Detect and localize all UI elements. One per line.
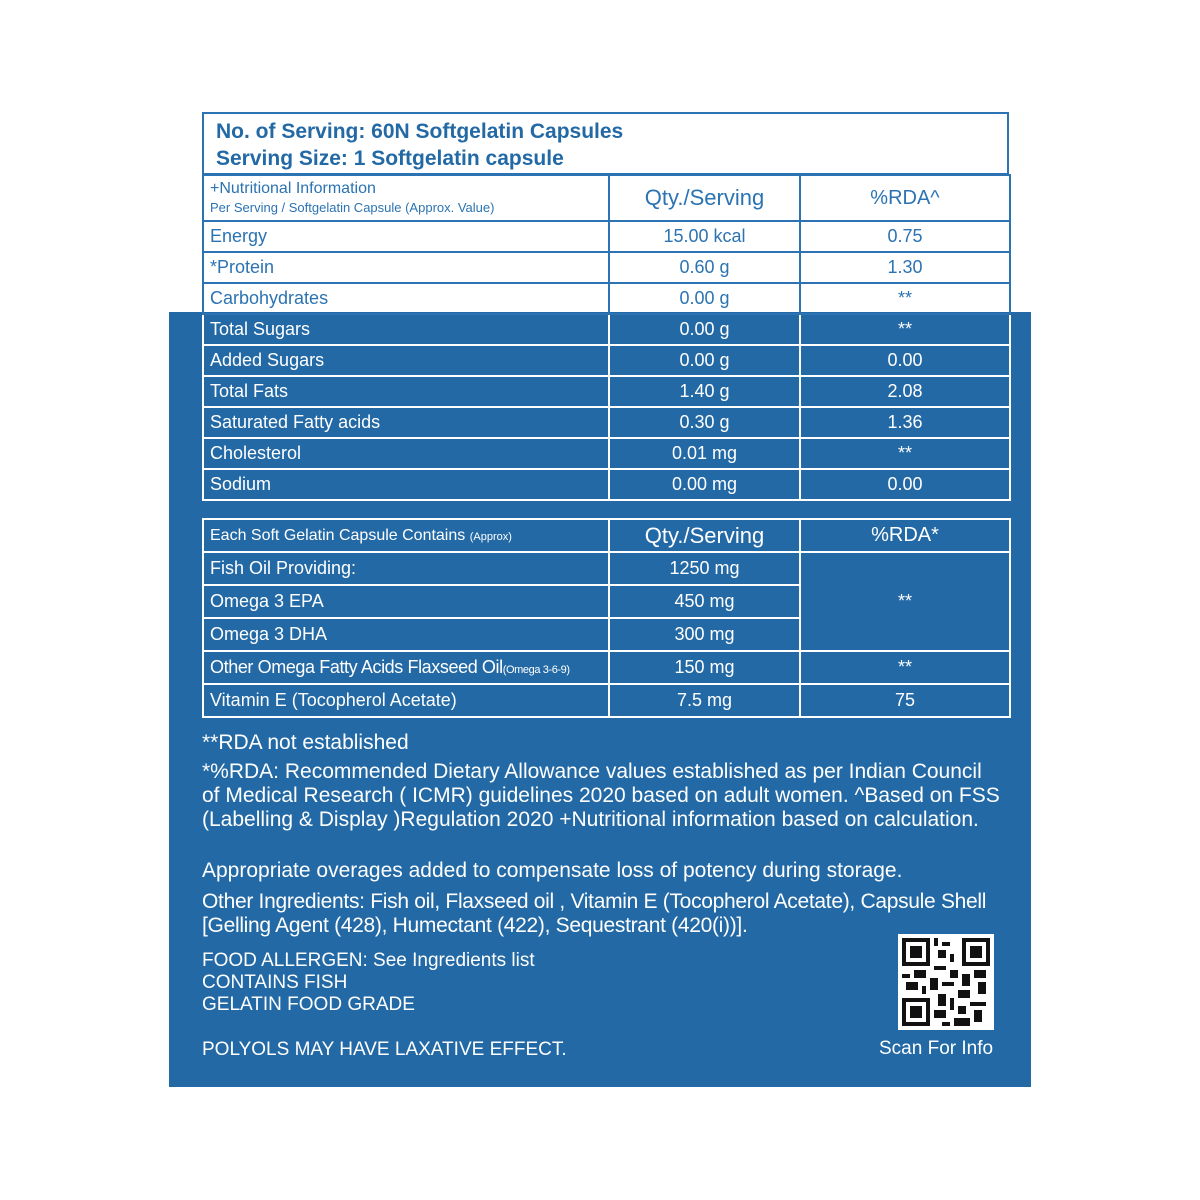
serving-header [202, 112, 1009, 175]
ingredient-rda: 75 [800, 684, 1010, 717]
contains-fish-line: CONTAINS FISH [202, 972, 348, 993]
ingredient-rda: ** [800, 552, 1010, 651]
ingredient-qty: 7.5 mg [609, 684, 800, 717]
nutrient-rda: 1.36 [800, 407, 1010, 438]
nutrient-name: Total Fats [203, 376, 609, 407]
nutrition-subtitle: Per Serving / Softgelatin Capsule (Approx. Value) [210, 200, 495, 215]
nutrition-table [202, 174, 1011, 501]
ingredient-qty: 150 mg [609, 651, 800, 684]
table-row [203, 651, 1010, 684]
nutrient-qty: 0.60 g [609, 252, 800, 283]
qty-header: Qty./Serving [609, 519, 800, 552]
nutrition-header-row [203, 175, 1010, 221]
nutrition-title: +Nutritional Information [210, 180, 376, 197]
nutrient-rda: 0.00 [800, 469, 1010, 500]
capsule-header-row [203, 519, 1010, 552]
nutrient-name: Energy [203, 221, 609, 252]
rda-header: %RDA^ [800, 175, 1010, 221]
nutrient-qty: 0.00 g [609, 345, 800, 376]
ingredient-name: Omega 3 DHA [203, 618, 609, 651]
nutrient-rda: ** [800, 314, 1010, 345]
rda-definition-note: *%RDA: Recommended Dietary Allowance values established as per Indian Council of Medical Research ( ICMR) guidelines 2020 based on adult women. ^Based on FSS (Labelling & Display )Regulation 2020 +Nutritional information based on calculation. [202, 760, 1000, 831]
overages-note: Appropriate overages added to compensate loss of potency during storage. [202, 859, 903, 882]
scan-for-info-label: Scan For Info [879, 1038, 994, 1059]
table-row [203, 221, 1010, 252]
ingredient-rda: ** [800, 651, 1010, 684]
ingredient-name: Fish Oil Providing: [203, 552, 609, 585]
ingredient-name-note: (Omega 3-6-9) [502, 664, 570, 676]
table-row [203, 252, 1010, 283]
rda-not-established-note: **RDA not established [202, 731, 409, 754]
capsule-title: Each Soft Gelatin Capsule Contains [210, 526, 466, 544]
capsule-contents-table [202, 518, 1011, 718]
gelatin-line: GELATIN FOOD GRADE [202, 994, 415, 1015]
ingredient-qty: 450 mg [609, 585, 800, 618]
nutrient-name: Sodium [203, 469, 609, 500]
nutrient-name: Cholesterol [203, 438, 609, 469]
table-row [203, 314, 1010, 345]
nutrient-name: Carbohydrates [203, 283, 609, 314]
rda-header: %RDA* [800, 519, 1010, 552]
table-row [203, 283, 1010, 314]
table-row [203, 345, 1010, 376]
nutrient-qty: 0.01 mg [609, 438, 800, 469]
table-row [203, 407, 1010, 438]
capsule-title-note: (Approx) [469, 530, 512, 543]
qr-code-graphic [898, 934, 994, 1030]
nutrient-rda: 0.00 [800, 345, 1010, 376]
table-row [203, 438, 1010, 469]
nutrition-title-cell [203, 175, 609, 221]
ingredient-name: Vitamin E (Tocopherol Acetate) [203, 684, 609, 717]
table-row [203, 552, 1010, 585]
nutrient-qty: 0.00 g [609, 314, 800, 345]
nutrient-qty: 15.00 kcal [609, 221, 800, 252]
nutrient-rda: 2.08 [800, 376, 1010, 407]
nutrient-name: Total Sugars [203, 314, 609, 345]
polyols-warning: POLYOLS MAY HAVE LAXATIVE EFFECT. [202, 1039, 567, 1060]
servings-count: No. of Serving: 60N Softgelatin Capsules [216, 120, 624, 143]
food-allergen-line: FOOD ALLERGEN: See Ingredients list [202, 950, 535, 971]
nutrient-rda: ** [800, 438, 1010, 469]
nutrient-name: *Protein [203, 252, 609, 283]
ingredient-name: Omega 3 EPA [203, 585, 609, 618]
qty-header: Qty./Serving [609, 175, 800, 221]
nutrient-name: Saturated Fatty acids [203, 407, 609, 438]
nutrient-rda: 1.30 [800, 252, 1010, 283]
nutrient-qty: 1.40 g [609, 376, 800, 407]
capsule-title-cell [203, 519, 609, 552]
table-row [203, 469, 1010, 500]
nutrient-qty: 0.30 g [609, 407, 800, 438]
nutrient-rda: ** [800, 283, 1010, 314]
serving-size: Serving Size: 1 Softgelatin capsule [216, 147, 564, 170]
nutrient-rda: 0.75 [800, 221, 1010, 252]
other-ingredients-note: Other Ingredients: Fish oil, Flaxseed oil , Vitamin E (Tocopherol Acetate), Capsule Shell [Gelling Agent (428), Humectant (422), Sequestrant (420(i))]. [202, 890, 987, 937]
nutrient-qty: 0.00 g [609, 283, 800, 314]
allergen-block [202, 950, 535, 1016]
ingredient-qty: 300 mg [609, 618, 800, 651]
qr-code-icon[interactable] [898, 934, 994, 1030]
nutrient-name: Added Sugars [203, 345, 609, 376]
nutrient-qty: 0.00 mg [609, 469, 800, 500]
ingredient-name-cell [203, 651, 609, 684]
ingredient-qty: 1250 mg [609, 552, 800, 585]
ingredient-name: Other Omega Fatty Acids Flaxseed Oil [210, 657, 503, 677]
table-row [203, 376, 1010, 407]
table-row [203, 684, 1010, 717]
